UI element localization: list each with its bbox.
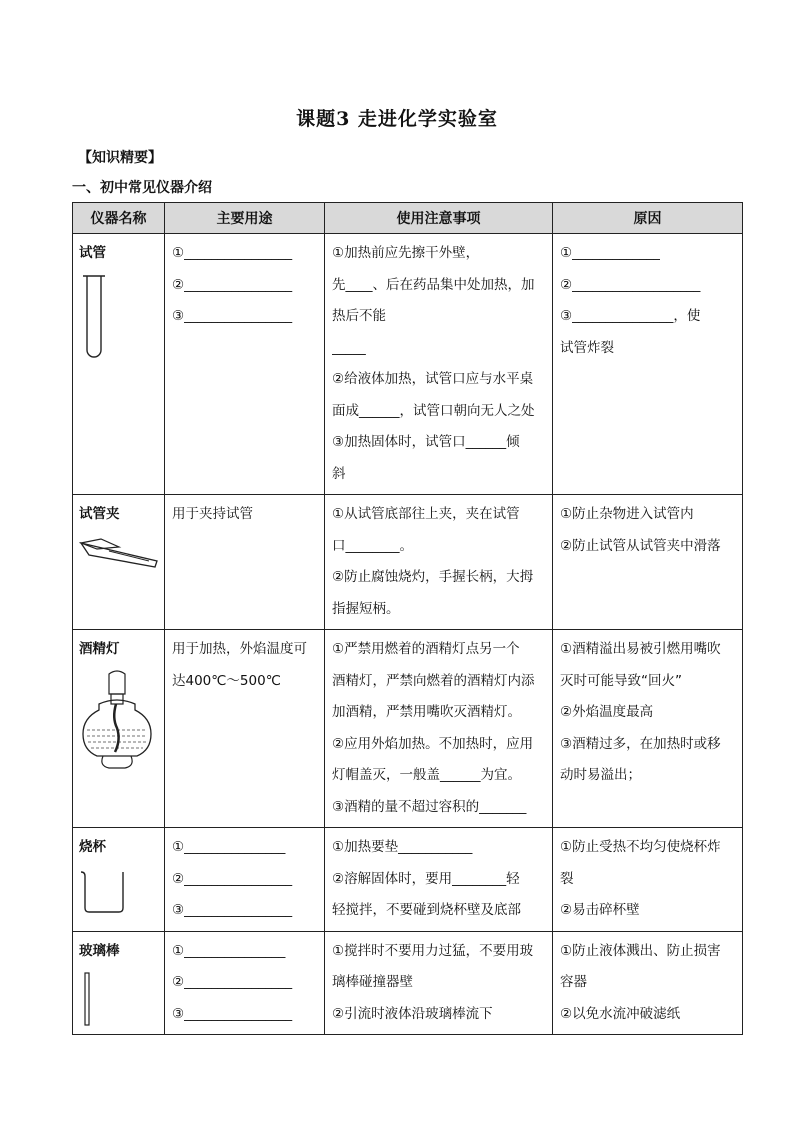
note-line: ②给液体加热，试管口应与水平桌 bbox=[332, 371, 534, 387]
note-line: 灯帽盖灭，一般盖______为宜。 bbox=[332, 767, 521, 783]
note-line: ①严禁用燃着的酒精灯点另一个 bbox=[332, 641, 520, 657]
use-blank[interactable]: ①________________ bbox=[172, 245, 293, 261]
test-tube-clamp-icon bbox=[79, 535, 159, 569]
header-use: 主要用途 bbox=[165, 203, 325, 234]
use-blank[interactable]: ③________________ bbox=[172, 1005, 293, 1022]
header-reason: 原因 bbox=[553, 203, 743, 234]
note-line: 斜 bbox=[332, 465, 346, 482]
use-blank[interactable]: ③________________ bbox=[172, 308, 293, 324]
instrument-name: 试管 bbox=[79, 245, 106, 261]
reason-line: ③_______________，使 bbox=[560, 308, 701, 324]
use-blank[interactable]: ②________________ bbox=[172, 276, 293, 293]
note-line: 热后不能 bbox=[332, 308, 386, 324]
reason-line: ②防止试管从试管夹中滑落 bbox=[560, 537, 721, 554]
table-row bbox=[73, 234, 743, 495]
table-header-row bbox=[73, 203, 743, 234]
instrument-name: 试管夹 bbox=[79, 506, 120, 522]
instrument-name: 烧杯 bbox=[79, 839, 106, 855]
use-text: 用于夹持试管 bbox=[172, 506, 253, 522]
note-line: ②引流时液体沿玻璃棒流下 bbox=[332, 1005, 493, 1022]
note-line: 指握短柄。 bbox=[332, 600, 400, 617]
use-blank[interactable]: ③________________ bbox=[172, 902, 293, 918]
instrument-name: 玻璃棒 bbox=[79, 942, 120, 959]
note-line: 加酒精，严禁用嘴吹灭酒精灯。 bbox=[332, 704, 521, 720]
use-blank[interactable]: ①_______________ bbox=[172, 839, 286, 855]
reason-line: ②以免水流冲破滤纸 bbox=[560, 1005, 681, 1022]
note-line: 口________。 bbox=[332, 537, 413, 554]
reason-line: 试管炸裂 bbox=[560, 339, 614, 356]
table-row bbox=[73, 630, 743, 828]
instrument-table bbox=[72, 202, 743, 1035]
reason-line: ②外焰温度最高 bbox=[560, 704, 654, 720]
note-line: ①从试管底部往上夹，夹在试管 bbox=[332, 506, 520, 522]
glass-rod-icon bbox=[79, 971, 99, 1027]
reason-line: ②___________________ bbox=[560, 276, 701, 293]
reason-line: 灭时可能导致“回火” bbox=[560, 672, 682, 689]
header-notes: 使用注意事项 bbox=[325, 203, 553, 234]
header-name: 仪器名称 bbox=[73, 203, 165, 234]
note-line: ①搅拌时不要用力过猛，不要用玻 bbox=[332, 942, 534, 959]
table-row bbox=[73, 828, 743, 932]
reason-line: ①防止液体溅出、防止损害 bbox=[560, 942, 721, 959]
table-row bbox=[73, 495, 743, 630]
page-title: 课题3 走进化学实验室 bbox=[296, 108, 498, 130]
note-line: ①加热要垫___________ bbox=[332, 839, 473, 855]
note-line: ③酒精的量不超过容积的_______ bbox=[332, 798, 527, 815]
note-line: ③加热固体时，试管口______倾 bbox=[332, 434, 520, 450]
reason-line: ①防止受热不均匀使烧杯炸 bbox=[560, 839, 721, 855]
note-line: 酒精灯，严禁向燃着的酒精灯内添 bbox=[332, 672, 535, 689]
note-line: ②防止腐蚀烧灼，手握长柄，大拇 bbox=[332, 569, 534, 585]
use-blank[interactable]: ①_______________ bbox=[172, 942, 286, 959]
reason-line: ①_____________ bbox=[560, 245, 660, 261]
use-blank[interactable]: ②________________ bbox=[172, 870, 293, 887]
note-line: ①加热前应先擦干外壁， bbox=[332, 245, 480, 261]
alcohol-lamp-icon bbox=[79, 670, 155, 770]
table-row bbox=[73, 931, 743, 1035]
beaker-icon bbox=[79, 868, 129, 914]
reason-line: 裂 bbox=[560, 870, 574, 887]
use-text: 达400℃～500℃ bbox=[172, 672, 281, 689]
reason-line: ③酒精过多，在加热时或移 bbox=[560, 735, 721, 752]
reason-line: 动时易溢出； bbox=[560, 767, 641, 783]
note-line: 先____、后在药品集中处加热，加 bbox=[332, 276, 535, 293]
note-line: 面成______，试管口朝向无人之处 bbox=[332, 402, 535, 419]
note-line: 璃棒碰撞器壁 bbox=[332, 974, 413, 990]
use-text: 用于加热，外焰温度可 bbox=[172, 641, 307, 657]
test-tube-icon bbox=[79, 274, 119, 364]
note-line: ②应用外焰加热。不加热时，应用 bbox=[332, 735, 534, 752]
section-heading-instruments: 一、初中常见仪器介绍 bbox=[72, 180, 212, 196]
reason-line: ①酒精溢出易被引燃用嘴吹 bbox=[560, 641, 721, 657]
reason-line: 容器 bbox=[560, 974, 587, 990]
reason-line: ①防止杂物进入试管内 bbox=[560, 506, 694, 522]
note-line: _____ bbox=[332, 339, 366, 356]
note-line: ②溶解固体时，要用________轻 bbox=[332, 870, 520, 887]
use-blank[interactable]: ②________________ bbox=[172, 974, 293, 990]
note-line: 轻搅拌，不要碰到烧杯壁及底部 bbox=[332, 902, 521, 918]
reason-line: ②易击碎杯壁 bbox=[560, 902, 640, 918]
instrument-name: 酒精灯 bbox=[79, 641, 120, 657]
section-heading-knowledge: 【知识精要】 bbox=[78, 150, 162, 166]
